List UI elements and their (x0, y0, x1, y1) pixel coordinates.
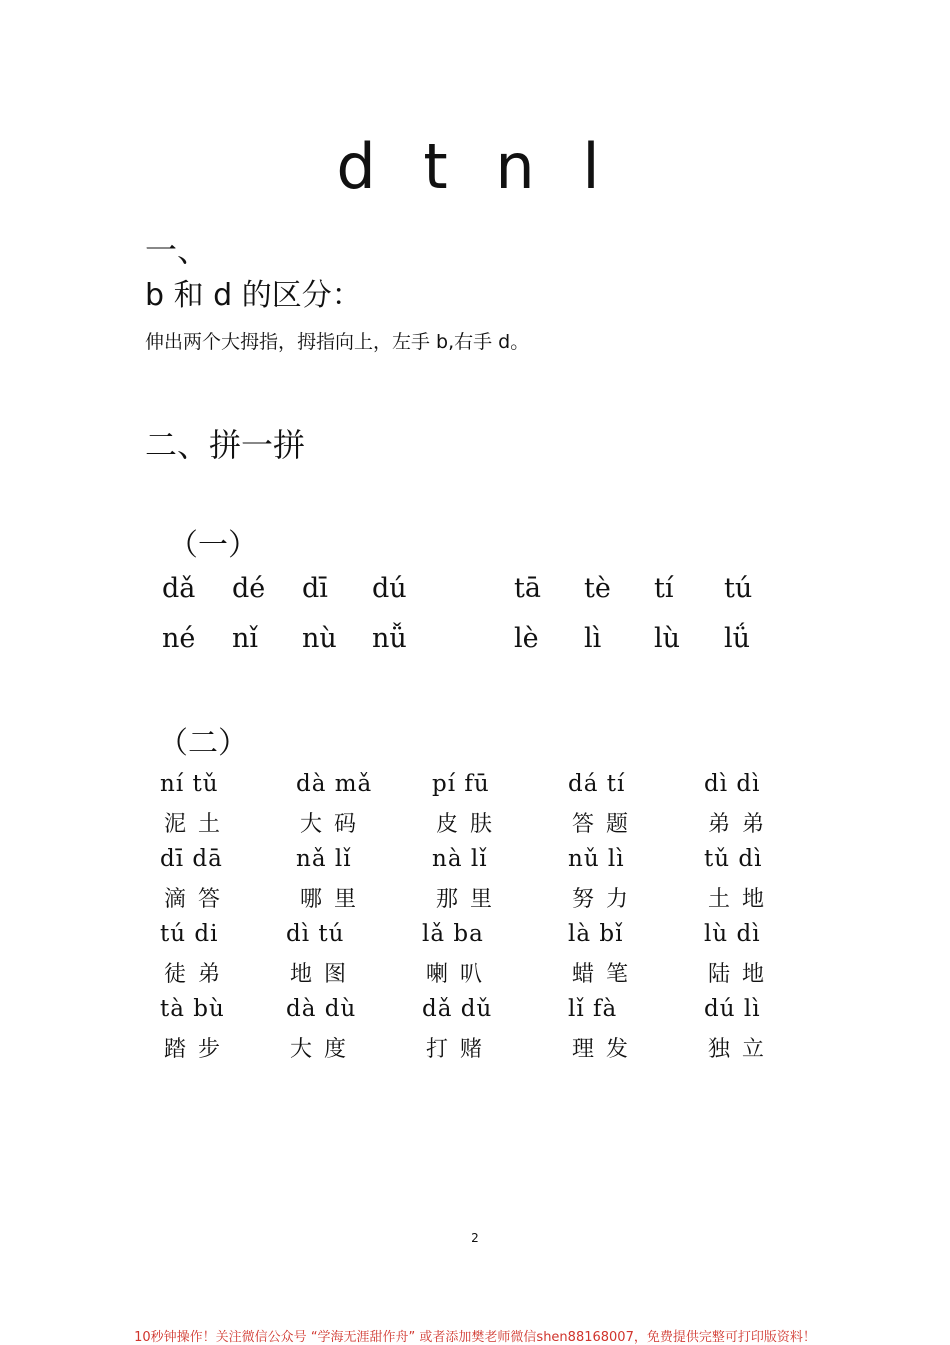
word-pinyin: nǔ lì (568, 846, 625, 872)
word-hanzi: 喇叭 (426, 962, 495, 987)
word-pinyin: lǐ fà (568, 996, 618, 1022)
word-hanzi: 皮肤 (436, 812, 505, 837)
word-hanzi: 徒弟 (164, 962, 233, 987)
word-hanzi: 陆地 (708, 962, 777, 987)
word-pinyin: là bǐ (568, 921, 624, 947)
syllable: dī (302, 573, 328, 604)
word-pinyin: tà bù (160, 996, 225, 1022)
word-pinyin: tú di (160, 921, 219, 947)
word-pinyin: dī dā (160, 846, 223, 872)
syllable: nǚ (372, 623, 407, 654)
word-pinyin: lù dì (704, 921, 761, 947)
word-hanzi: 努力 (572, 887, 641, 912)
syllable: nù (302, 623, 337, 654)
word-pinyin: lǎ ba (422, 921, 484, 947)
word-pinyin: ní tǔ (160, 771, 219, 797)
word-pinyin: dú lì (704, 996, 761, 1022)
word-pinyin: dá tí (568, 771, 626, 797)
word-hanzi: 独立 (708, 1037, 777, 1062)
word-hanzi: 答题 (572, 812, 641, 837)
syllable: dú (372, 573, 407, 604)
part-2-label: （二） (158, 726, 248, 761)
section-1-heading: 一、 (145, 231, 210, 269)
word-pinyin: nǎ lǐ (296, 846, 352, 872)
word-hanzi: 土地 (708, 887, 777, 912)
syllable: tā (514, 573, 541, 604)
word-pinyin: dà dù (286, 996, 357, 1022)
page-number: 2 (471, 1231, 479, 1245)
word-hanzi: 打赌 (426, 1037, 495, 1062)
syllable: lè (514, 623, 539, 654)
word-pinyin: dǎ dǔ (422, 996, 493, 1022)
word-hanzi: 踏步 (164, 1037, 233, 1062)
footer-note: 10秒钟操作！关注微信公众号 “学海无涯甜作舟” 或者添加樊老师微信shen88168007，免费提供完整可打印版资料！ (134, 1330, 816, 1345)
section-2-heading: 二、拼一拼 (145, 426, 306, 464)
word-pinyin: nà lǐ (432, 846, 488, 872)
section-1-subheading: b 和 d 的区分： (145, 278, 362, 313)
word-pinyin: dà mǎ (296, 771, 373, 797)
word-hanzi: 泥土 (164, 812, 233, 837)
word-hanzi: 哪里 (300, 887, 369, 912)
syllable: lì (584, 623, 602, 654)
syllable: lù (654, 623, 681, 654)
word-pinyin: dì tú (286, 921, 345, 947)
word-pinyin: pí fū (432, 771, 490, 797)
syllable: dé (232, 573, 266, 604)
word-hanzi: 蜡笔 (572, 962, 641, 987)
syllable: lǘ (724, 623, 751, 654)
word-pinyin: dì dì (704, 771, 761, 797)
syllable: tú (724, 573, 753, 604)
syllable: nǐ (232, 623, 259, 654)
syllable: tè (584, 573, 611, 604)
syllable: né (162, 623, 196, 654)
word-hanzi: 弟弟 (708, 812, 777, 837)
part-1-label: （一） (168, 528, 258, 563)
word-hanzi: 滴答 (164, 887, 233, 912)
page-title: d t n l (336, 130, 614, 203)
word-hanzi: 那里 (436, 887, 505, 912)
word-hanzi: 理发 (572, 1037, 641, 1062)
word-hanzi: 大码 (300, 812, 369, 837)
word-hanzi: 大度 (290, 1037, 359, 1062)
syllable: tí (654, 573, 674, 604)
section-1-description: 伸出两个大拇指，拇指向上，左手 b,右手 d。 (145, 331, 530, 353)
word-hanzi: 地图 (290, 962, 359, 987)
syllable: dǎ (162, 573, 196, 604)
word-pinyin: tǔ dì (704, 846, 763, 872)
